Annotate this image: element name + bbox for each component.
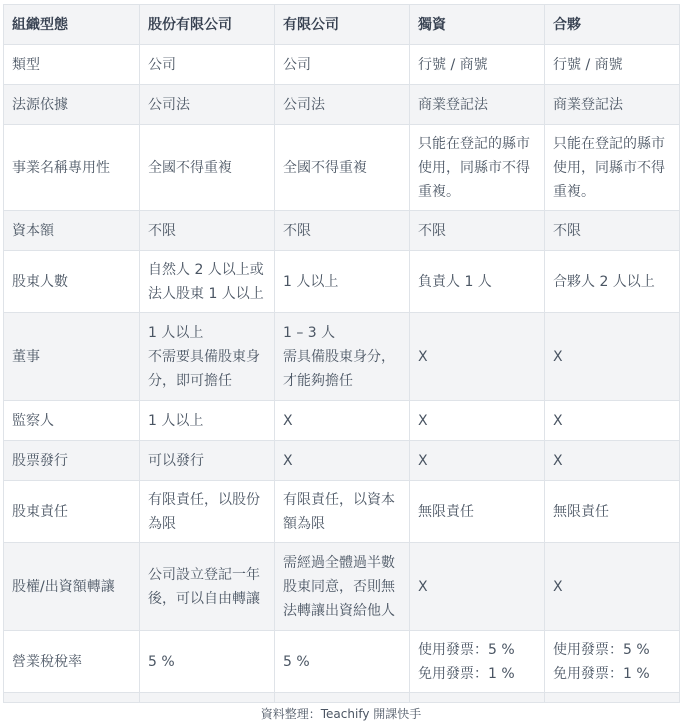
cell-line: X <box>553 578 563 595</box>
cell-line: 需經過全體過半數 <box>283 554 395 571</box>
table-cell <box>275 693 410 703</box>
table-row <box>4 481 680 543</box>
table-cell <box>140 693 275 703</box>
table-cell <box>140 481 275 543</box>
header-cell-type: 股份有限公司 <box>140 5 275 45</box>
table-row <box>4 85 680 125</box>
header-cell-type: 有限公司 <box>275 5 410 45</box>
cell-line: 有限責任，以股份 <box>148 491 260 508</box>
cell-line: 可以發行 <box>148 452 204 469</box>
table-cell <box>410 45 545 85</box>
table-row-stub <box>4 693 680 703</box>
table-row <box>4 211 680 251</box>
cell-line: X <box>553 348 563 365</box>
table-cell <box>410 543 545 631</box>
cell-line: 額為限 <box>283 515 325 532</box>
table-cell <box>275 441 410 481</box>
cell-line: 不需要具備股東身 <box>148 348 260 365</box>
business-type-comparison-table <box>3 4 680 703</box>
cell-line: 不限 <box>553 222 581 239</box>
cell-line: 負責人 1 人 <box>418 273 492 290</box>
cell-line: 行號 / 商號 <box>418 56 488 73</box>
cell-line: X <box>418 578 428 595</box>
row-label: 類型 <box>4 45 140 85</box>
cell-line: 商業登記法 <box>418 96 488 113</box>
header-cell-category: 組織型態 <box>4 5 140 45</box>
table-cell <box>410 211 545 251</box>
cell-line: 全國不得重複 <box>283 159 367 176</box>
table-cell <box>545 441 680 481</box>
row-label: 法源依據 <box>4 85 140 125</box>
cell-line: 1 人以上 <box>148 324 204 341</box>
cell-line: 自然人 2 人以上或 <box>148 261 264 278</box>
cell-line: 分，即可擔任 <box>148 372 232 389</box>
table-cell <box>275 211 410 251</box>
table-cell <box>545 401 680 441</box>
cell-line: 1 人以上 <box>283 273 339 290</box>
table-cell <box>545 125 680 211</box>
table-row <box>4 441 680 481</box>
cell-line: 使用，同縣市不得 <box>553 159 665 176</box>
cell-line: 免用發票：1 % <box>553 665 650 682</box>
cell-line: 5 % <box>148 653 175 670</box>
table-row <box>4 543 680 631</box>
table-cell <box>275 543 410 631</box>
table-cell <box>545 45 680 85</box>
cell-line: X <box>553 452 563 469</box>
table-cell <box>545 543 680 631</box>
table-cell <box>140 543 275 631</box>
cell-line: 全國不得重複 <box>148 159 232 176</box>
table-cell <box>140 211 275 251</box>
cell-line: 不限 <box>283 222 311 239</box>
table-cell <box>410 313 545 401</box>
table-row <box>4 313 680 401</box>
table-cell <box>545 211 680 251</box>
table-cell <box>275 45 410 85</box>
table-cell <box>545 251 680 313</box>
table-cell <box>410 85 545 125</box>
row-label: 董事 <box>4 313 140 401</box>
table-cell <box>410 401 545 441</box>
cell-line: X <box>553 412 563 429</box>
table-cell <box>410 441 545 481</box>
table-row <box>4 401 680 441</box>
table-cell <box>275 251 410 313</box>
cell-line: 股東同意，否則無 <box>283 578 395 595</box>
source-caption: 資料整理：Teachify 開課快手 <box>260 707 422 721</box>
cell-line: 使用，同縣市不得 <box>418 159 530 176</box>
cell-line: 使用發票：5 % <box>553 641 650 658</box>
cell-line: 才能夠擔任 <box>283 372 353 389</box>
table-cell <box>275 313 410 401</box>
cell-line: 免用發票：1 % <box>418 665 515 682</box>
cell-line: 不限 <box>418 222 446 239</box>
cell-line: 法轉讓出資給他人 <box>283 602 395 619</box>
cell-line: 法人股東 1 人以上 <box>148 285 264 302</box>
table-cell <box>140 251 275 313</box>
table-row <box>4 631 680 693</box>
cell-line: 只能在登記的縣市 <box>418 135 530 152</box>
table-cell <box>4 693 140 703</box>
cell-line: 公司設立登記一年 <box>148 566 260 583</box>
table-cell <box>140 401 275 441</box>
table-cell <box>410 693 545 703</box>
cell-line: 1 人以上 <box>148 412 204 429</box>
table-row <box>4 45 680 85</box>
cell-line: 公司 <box>283 56 311 73</box>
header-cell-type: 獨資 <box>410 5 545 45</box>
table-cell <box>140 85 275 125</box>
table-cell <box>545 85 680 125</box>
cell-line: 1 – 3 人 <box>283 324 336 341</box>
row-label: 營業稅稅率 <box>4 631 140 693</box>
table-cell <box>140 125 275 211</box>
table-body <box>4 5 680 703</box>
row-label: 事業名稱專用性 <box>4 125 140 211</box>
table-cell <box>410 481 545 543</box>
cell-line: 使用發票：5 % <box>418 641 515 658</box>
table-cell <box>140 313 275 401</box>
cell-line: X <box>418 348 428 365</box>
cell-line: 5 % <box>283 653 310 670</box>
row-label: 股東人數 <box>4 251 140 313</box>
header-cell-type: 合夥 <box>545 5 680 45</box>
table-cell <box>140 631 275 693</box>
cell-line: 需具備股東身分， <box>283 348 395 365</box>
table-cell <box>275 125 410 211</box>
cell-line: 有限責任，以資本 <box>283 491 395 508</box>
table-cell <box>410 631 545 693</box>
cell-line: 無限責任 <box>418 503 474 520</box>
table-row <box>4 251 680 313</box>
cell-line: 公司 <box>148 56 176 73</box>
cell-line: 公司法 <box>283 96 325 113</box>
table-cell <box>275 401 410 441</box>
row-label: 股票發行 <box>4 441 140 481</box>
row-label: 股東責任 <box>4 481 140 543</box>
cell-line: 公司法 <box>148 96 190 113</box>
cell-line: X <box>418 412 428 429</box>
table-cell <box>275 631 410 693</box>
cell-line: 無限責任 <box>553 503 609 520</box>
table-cell <box>275 85 410 125</box>
row-label: 監察人 <box>4 401 140 441</box>
cell-line: 合夥人 2 人以上 <box>553 273 655 290</box>
table-cell <box>140 441 275 481</box>
cell-line: 重複。 <box>418 183 460 200</box>
cell-line: 商業登記法 <box>553 96 623 113</box>
cell-line: 不限 <box>148 222 176 239</box>
cell-line: 行號 / 商號 <box>553 56 623 73</box>
cell-line: 只能在登記的縣市 <box>553 135 665 152</box>
table-cell <box>545 481 680 543</box>
cell-line: X <box>283 452 293 469</box>
table-cell <box>410 251 545 313</box>
cell-line: 重複。 <box>553 183 595 200</box>
cell-line: 後，可以自由轉讓 <box>148 590 260 607</box>
row-label: 資本額 <box>4 211 140 251</box>
cell-line: X <box>418 452 428 469</box>
table-cell <box>275 481 410 543</box>
cell-line: X <box>283 412 293 429</box>
table-cell <box>410 125 545 211</box>
row-label: 股權/出資額轉讓 <box>4 543 140 631</box>
table-cell <box>545 631 680 693</box>
table-cell <box>140 45 275 85</box>
table-row <box>4 125 680 211</box>
table-cell <box>545 693 680 703</box>
cell-line: 為限 <box>148 515 176 532</box>
table-header-row <box>4 5 680 45</box>
table-cell <box>545 313 680 401</box>
